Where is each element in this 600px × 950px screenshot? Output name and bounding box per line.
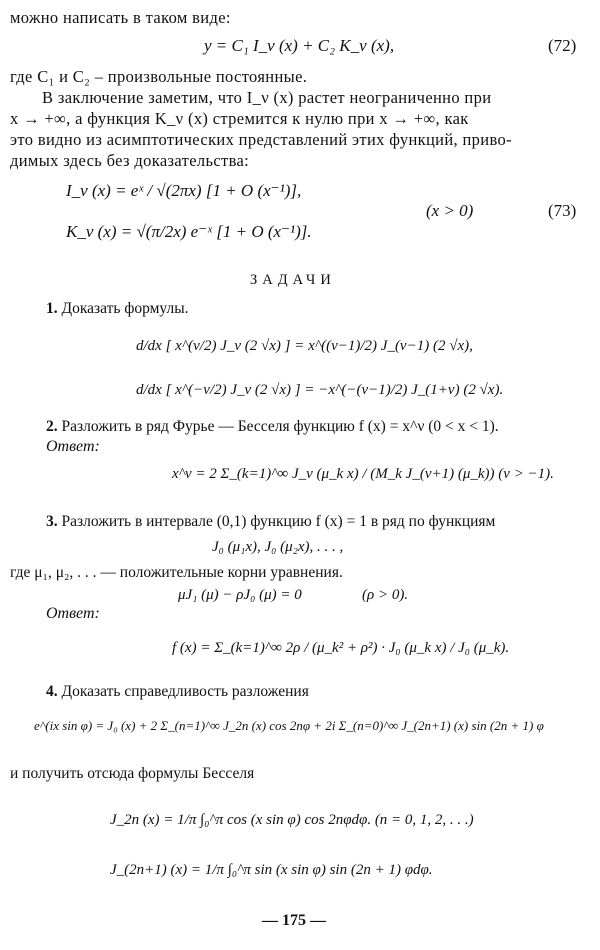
problem-3-text: где μ₁, μ₂, . . . — положительные корни уравнения.: [10, 564, 343, 581]
problem-number: 1.: [46, 300, 58, 317]
text-line: В заключение заметим, что I_ν (x) растет неограниченно при: [42, 88, 492, 107]
text-line: где C₁ и C₂ – произвольные постоянные.: [10, 67, 308, 86]
text-line: x → +∞, а функция K_ν (x) стремится к нулю при x → +∞, как: [10, 109, 469, 128]
problem-1-formula-1: d/dx [ x^(ν/2) J_ν (2 √x) ] = x^((ν−1)/2) J_(ν−1) (2 √x),: [136, 338, 473, 354]
problem-3-equation: μJ₁ (μ) − ρJ₀ (μ) = 0: [178, 587, 302, 603]
equation-condition: (x > 0): [426, 201, 474, 220]
problem-number: 4.: [46, 683, 58, 700]
problem-1-formula-2: d/dx [ x^(−ν/2) J_ν (2 √x) ] = −x^(−(ν−1)/2) J_(1+ν) (2 √x).: [136, 382, 504, 398]
problem-3-formula: f (x) = Σ_(k=1)^∞ 2ρ / (μ_k² + ρ²) · J₀ (μ_k x) / J₀ (μ_k).: [172, 640, 510, 656]
text-line: димых здесь без доказательства:: [10, 151, 250, 170]
bessel-formula-odd: J_(2n+1) (x) = 1/π ∫₀^π sin (x sin φ) sin (2n + 1) φdφ.: [110, 862, 433, 878]
problem-3-statement: [46, 513, 495, 531]
problem-3-functions: J₀ (μ₁x), J₀ (μ₂x), . . . ,: [212, 539, 344, 555]
equation-number: (72): [548, 36, 577, 55]
problem-number: 3.: [46, 513, 58, 530]
equation-number: (73): [548, 201, 577, 220]
problem-1-statement: [46, 300, 189, 318]
problem-2-statement: [46, 418, 499, 436]
text-line: это видно из асимптотических представлений этих функций, приво-: [10, 130, 512, 149]
text-line: можно написать в таком виде:: [10, 8, 231, 27]
problem-text: Доказать формулы.: [61, 300, 189, 317]
problem-text: Доказать справедливость разложения: [61, 683, 309, 700]
problem-4-expansion: e^(ix sin φ) = J₀ (x) + 2 Σ_(n=1)^∞ J_2n (x) cos 2nφ + 2i Σ_(n=0)^∞ J_(2n+1) (x) sin (2n + 1) φ: [34, 718, 544, 733]
problem-4-text: и получить отсюда формулы Бесселя: [10, 765, 255, 782]
problem-text: Разложить в ряд Фурье — Бесселя функцию f (x) = x^ν (0 < x < 1).: [61, 418, 499, 435]
page-number: — 175 —: [262, 912, 326, 929]
equation-73b: K_ν (x) = √(π/2x) e⁻ˣ [1 + O (x⁻¹)].: [66, 222, 312, 241]
problem-4-statement: [46, 683, 309, 701]
problem-2-formula: x^ν = 2 Σ_(k=1)^∞ J_ν (μ_k x) / (M_k J_(ν+1) (μ_k)) (ν > −1).: [172, 466, 554, 482]
answer-label: Ответ:: [46, 605, 100, 622]
answer-label: Ответ:: [46, 438, 100, 455]
equation-73a: I_ν (x) = eˣ / √(2πx) [1 + O (x⁻¹)],: [66, 181, 302, 200]
problem-text: Разложить в интервале (0,1) функцию f (x) = 1 в ряд по функциям: [61, 513, 496, 530]
bessel-formula-even: J_2n (x) = 1/π ∫₀^π cos (x sin φ) cos 2nφdφ. (n = 0, 1, 2, . . .): [110, 812, 474, 828]
problem-number: 2.: [46, 418, 58, 435]
section-title: ЗАДАЧИ: [250, 272, 336, 288]
problem-3-condition: (ρ > 0).: [362, 587, 409, 603]
equation-72: y = C₁ I_ν (x) + C₂ K_ν (x),: [204, 36, 395, 55]
